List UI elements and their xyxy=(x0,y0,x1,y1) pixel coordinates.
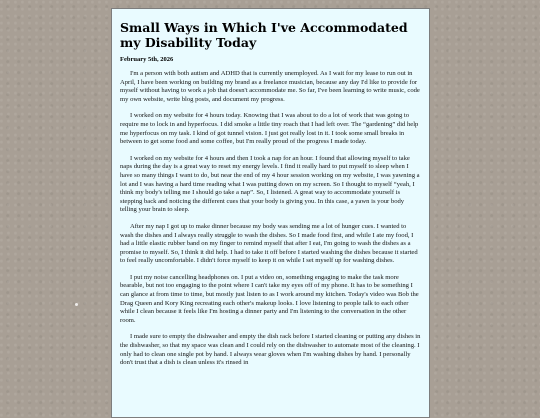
post-title: Small Ways in Which I've Accommodated my Disability Today xyxy=(120,20,408,50)
post-paragraph: I'm a person with both autism and ADHD that is currently unemployed. As I wait for my lease to run out in April, I have been working on building my brand as a freelance musician, because any day I'd like to provide for myself without having to work a job that doesn't accommodate me. So far, I've been learning to write music, code my own website, write blog posts, and document my progress. xyxy=(120,70,420,103)
post-date: February 5th, 2026 xyxy=(120,56,174,63)
post-paragraph: I made sure to empty the dishwasher and empty the dish rack before I started cleaning or putting any dishes in the dishwasher, so that my space was clean and I could rely on the dishwasher to automate most of the cleaning. I only had to clean one single pot by hand. I always wear gloves when I'm washing dishes by hand. I personally don't trust that a dish is clean unless it's rinsed in xyxy=(120,333,421,367)
post-paragraph: After my nap I got up to make dinner because my body was sending me a lot of hunger cues. I wanted to wash the dishes and I always really struggle to wash the dishes. So I made food first, and while I ate my food, I had a little elastic rubber band on my finger to remind myself that after I eat, I'm going to wash the dishes as a promise to myself. So, I think it did help. I had to take it off before I started washing the dishes because it started to feel really uncomfortable. I didn't force myself to keep it on while I set myself up for washing dishes. xyxy=(120,222,418,265)
post-paragraph: I worked on my website for 4 hours and then I took a nap for an hour. I found that allowing myself to take naps during the day is a great way to reset my energy levels. I find it really hard to put myself to sleep when I have so many things I want to do, but near the end of my 4 hour session working on my website, I was yawning a lot and I was having a hard time reading what I was putting down on my screen. So I thought to myself “yeah, I think my body's telling me I should go take a nap”. So, I listened. A great way to accommodate yourself is stepping back and noticing the different cues that your body is giving you. In this case, a yawn is your body telling your brain to sleep. xyxy=(120,154,420,214)
post-paragraph: I worked on my website for 4 hours today. Knowing that I was about to do a lot of work that was going to require me to lock in and hyperfocus. I did smoke a little tiny roach that I had left over. The “gardening” did help me hyperfocus on my task. I kind of got tunnel vision. I just got really lost in it. I took some small breaks in between to get some food and some coffee, but I'm really proud of the progress I made today. xyxy=(120,112,419,146)
blog-post-card xyxy=(111,8,430,418)
post-paragraph: I put my noise cancelling headphones on. I put a video on, something engaging to make the task more bearable, but not too engaging to the point where I can't take my eyes off of my phone. It has to be something I can glance at from time to time, but mostly just listen to as I work around my kitchen. Today's video was Bob the Drag Queen and Kory King recreating each other's makeup looks. I love listening to people talk to each other while I clean because it feels like I'm hosting a dinner party and I'm listening to the conversation in the other room. xyxy=(120,273,419,324)
background-speck xyxy=(75,303,78,306)
